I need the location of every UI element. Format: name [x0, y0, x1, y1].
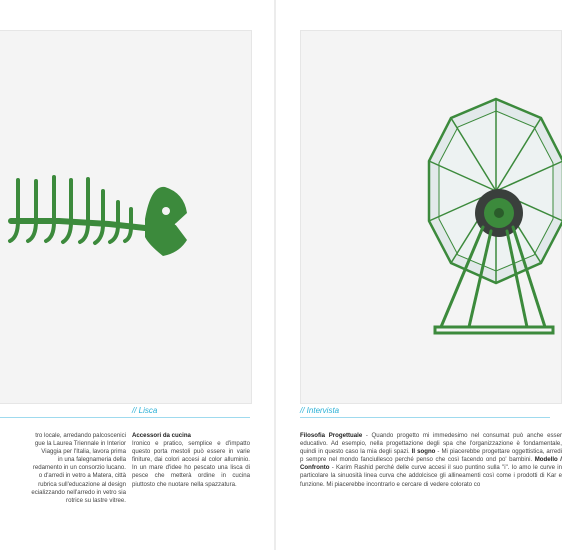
column-a-line: tro locale, arredando palcoscenici	[35, 432, 126, 439]
heading-filosofia: Filosofia Progettuale	[300, 432, 363, 439]
fishbone-utensil-rack-icon	[0, 31, 251, 403]
interview-body	[300, 432, 562, 489]
heading-sogno: Il sogno	[411, 448, 436, 456]
section-rule	[300, 417, 550, 418]
column-a-line: Viaggia per l'Italia, lavora prima	[41, 448, 126, 456]
glass-wheel-product-photo	[300, 30, 562, 404]
column-a-line: ecializzando nell'arredo in vetro sia	[31, 488, 126, 496]
column-a	[0, 432, 126, 505]
column-a-line: rubrica sull'educazione al design	[38, 480, 126, 488]
column-a-line: in una falegnameria della	[57, 456, 126, 464]
text-modello: - Karim Rashid perché delle curve accesi il suo puntino sulla "i". Io amo le curve in particolare la sinuosità linea curva che addolcisce gli allineamenti così come i prodotti di Kar e funzione. Mi piacerebbe incontrarlo e cercare di vedere colorato co	[300, 464, 562, 488]
column-b-heading: Accessori da cucina	[132, 432, 191, 439]
section-rule	[0, 417, 250, 418]
fishbone-product-photo	[0, 30, 252, 404]
text-sogno: - Mi piacerebbe progettare oggettistica, arredi p sempre nel mondo fanciullesco perché penso che così facendo ond po' bambini.	[300, 448, 562, 464]
column-a-line: o d'arredi in vetro a Matera, città	[38, 472, 126, 480]
column-a-line: rotrice su lastre vitree.	[66, 496, 126, 504]
section-label-intervista: // Intervista	[300, 406, 340, 415]
column-b-body: Ironico e pratico, semplice e d'impatto questo porta mestoli può essere in varie finiture, dai colori accesi al color alluminio. In un mare d'idee ho pescato una lisca di pesce che metterà ordine in cucina piuttosto che nuotare nella spazzatura.	[132, 440, 250, 488]
glass-wheel-product-icon	[301, 31, 561, 403]
text-filosofia: - Quando progetto mi immedesimo nel consumat può anche esser educativo. Ad esempio, nella progettazione degli spa che l'organizzazione è fondamentale, quindi in questo caso la mia degli spazi.	[300, 432, 562, 456]
heading-modello: Modello / Confronto	[300, 456, 562, 472]
right-page	[276, 0, 562, 550]
section-label-lisca: // Lisca	[132, 406, 158, 415]
column-a-line: gue la Laurea Triennale in Interior	[34, 440, 126, 448]
column-b	[132, 432, 250, 489]
column-a-line: redamento in un consorzio lucano.	[32, 464, 126, 472]
left-page	[0, 0, 274, 550]
interview-column	[300, 432, 562, 489]
